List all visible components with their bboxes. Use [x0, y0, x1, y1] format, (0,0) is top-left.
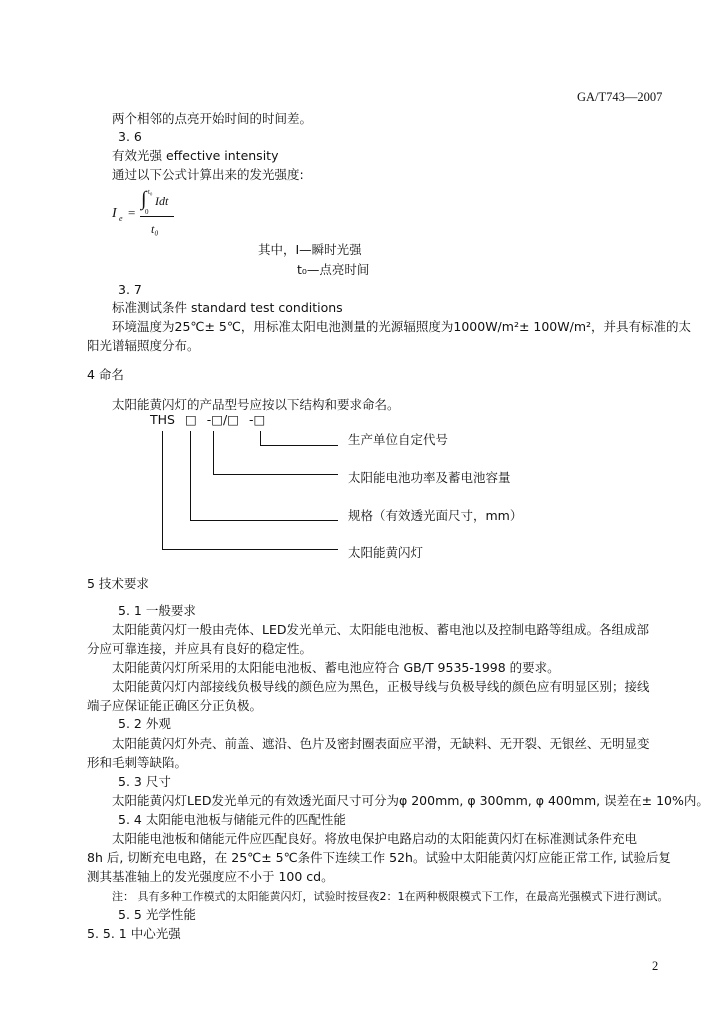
subsection-heading: 5. 4 太阳能电池板与储能元件的匹配性能 [118, 812, 346, 827]
text-line: 太阳能黄闪灯LED发光单元的有效透光面尺寸可分为φ 200mm, φ 300mm, φ 400mm, 误差在± 10%内。 [112, 793, 709, 808]
connector [162, 431, 163, 549]
text-line: 太阳能黄闪灯一般由壳体、LED发光单元、太阳能电池板、蓄电池以及控制电路等组成。各组成部 [112, 622, 649, 637]
connector [260, 445, 338, 446]
fraction-bar [140, 216, 174, 217]
text-line: 太阳能黄闪灯外壳、前盖、遮沿、色片及密封圈表面应平滑，无缺料、无开裂、无银丝、无明显变 [112, 736, 650, 751]
connector [213, 474, 338, 475]
note: 注： 具有多种工作模式的太阳能黄闪灯，试验时按昼夜2：1在两种极限模式下工作，在最高光强模式下进行测试。 [112, 890, 669, 903]
text-line: 分应可靠连接，并应具有良好的稳定性。 [87, 641, 313, 656]
text-line: 太阳能黄闪灯内部接线负极导线的颜色应为黑色，正极导线与负极导线的颜色应有明显区别；接线 [112, 679, 650, 694]
subsection-heading: 5. 3 尺寸 [118, 774, 171, 789]
text-line: 端子应保证能正确区分正负极。 [87, 698, 263, 713]
denominator: t₀ [151, 222, 159, 236]
connector [190, 431, 191, 520]
connector [190, 520, 338, 521]
text-line: 通过以下公式计算出来的发光强度: [112, 167, 304, 182]
connector [260, 431, 261, 445]
section-heading: 4 命名 [87, 367, 124, 382]
doc-code: GA/T743—2007 [577, 90, 663, 104]
section-number: 3. 7 [118, 282, 142, 297]
model-code: THS □ -□/□ -□ [150, 412, 266, 427]
definition-term: 标准测试条件 standard test conditions [112, 300, 343, 315]
naming-label: 太阳能黄闪灯 [348, 545, 424, 560]
integrand: Idt [155, 194, 169, 208]
connector [213, 431, 214, 474]
connector [162, 549, 338, 550]
naming-label: 规格（有效透光面尺寸，mm） [348, 508, 523, 523]
formula-lhs: I [112, 206, 117, 221]
definition-term: 有效光强 effective intensity [112, 148, 279, 163]
lower-limit: 0 [145, 208, 149, 216]
upper-limit: t₀ [148, 188, 153, 196]
formula-lhs-sub: e [119, 214, 123, 223]
formula-equals: = [128, 205, 136, 220]
text-line: 8h 后, 切断充电电路，在 25℃± 5℃条件下连续工作 52h。试验中太阳能黄闪灯应能正常工作, 试验后复 [87, 850, 671, 865]
text-line: 太阳能黄闪灯的产品型号应按以下结构和要求命名。 [112, 397, 400, 412]
section-heading: 5 技术要求 [87, 576, 149, 591]
text-line: 环境温度为25℃± 5℃，用标准太阳电池测量的光源辐照度为1000W/m²± 100W/m²，并具有标准的太 [112, 319, 692, 334]
naming-label: 太阳能电池功率及蓄电池容量 [348, 470, 511, 485]
text-line: 形和毛刺等缺陷。 [87, 755, 188, 770]
integral-sign: ∫ [141, 188, 147, 210]
subsection-heading: 5. 5 光学性能 [118, 907, 196, 922]
subsection-heading: 5. 5. 1 中心光强 [87, 926, 181, 941]
text-line: 测其基准轴上的发光强度应不小于 100 cd。 [87, 869, 334, 884]
text-line: 太阳能黄闪灯所采用的太阳能电池板、蓄电池应符合 GB/T 9535-1998 的要求。 [112, 660, 560, 675]
subsection-heading: 5. 1 一般要求 [118, 603, 196, 618]
subsection-heading: 5. 2 外观 [118, 716, 171, 731]
text-line: 两个相邻的点亮开始时间的时间差。 [112, 111, 313, 126]
page-number: 2 [652, 959, 659, 973]
naming-label: 生产单位自定代号 [348, 432, 449, 447]
where-line: 其中，I—瞬时光强 [258, 242, 362, 257]
text-line: 太阳能电池板和储能元件应匹配良好。将放电保护电路启动的太阳能黄闪灯在标准测试条件充电 [112, 831, 638, 846]
section-number: 3. 6 [118, 129, 142, 144]
text-line: 阳光谱辐照度分布。 [87, 338, 200, 353]
where-line: t₀—点亮时间 [297, 262, 370, 277]
